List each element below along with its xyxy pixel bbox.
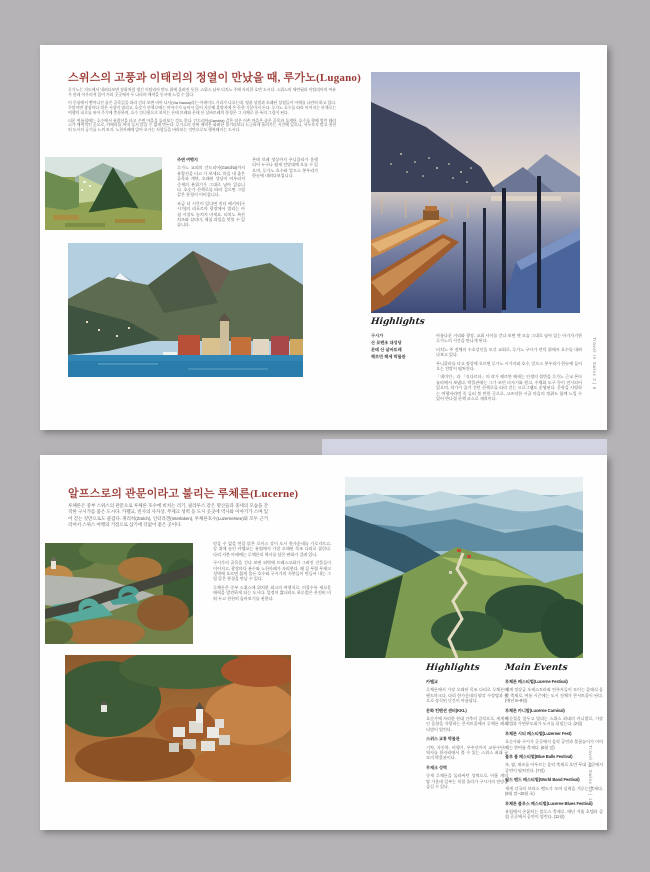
event-item-label: 루체른 카니발(Lucerne Carnival) xyxy=(505,707,565,713)
event-item-text: 사순절을 앞두고 열리는 스위스 최대의 카니발로, 가장행렬과 가면무도회가 도시를 뒤덮는다. (2월) xyxy=(505,716,603,727)
photo-autumn-village xyxy=(65,655,291,782)
event-item xyxy=(505,679,603,704)
event-item-text: 세계 각국의 브라스 밴드가 모여 실력을 겨루는 축제다. (9월 말~10월 초) xyxy=(505,785,603,797)
lugano-intro-text xyxy=(68,88,336,136)
highlight-item xyxy=(426,679,508,704)
highlight-item-text: 기차, 자동차, 비행기, 우주선까지 교통수단의 역사를 한자리에서 볼 수 있는 스위스 최대 규모의 박물관이다. xyxy=(426,744,508,761)
page-lucerne xyxy=(40,455,607,830)
event-item-label: 루체른 블루스 페스티벌(Lucerne Blues Festival) xyxy=(505,800,593,806)
highlight-item-text: 호숫가에 자리한 현대 건축의 걸작으로, 세계적인 음향을 자랑하는 콘서트홀에서 루체른 페스티벌이 열린다. xyxy=(426,716,508,732)
page-lugano xyxy=(40,45,607,430)
event-item-text: 록, 팝, 재즈를 아우르는 음악 축제로 호반 무대 곳곳에서 공연이 펼쳐진다. (7월) xyxy=(505,762,603,773)
photo-lugano-lakefront xyxy=(68,243,303,377)
highlight-item-label: 문화 컨벤션 센터(KKL) xyxy=(426,707,467,713)
sidenote-paragraph: 조금 더 시간이 있다면 치타 베키아(구시가)의 리포르마 광장에서 열리는 아침 시장도 놓치지 마세요. 티치노 특산 치즈와 살라미, 제철 과일을 맛볼 수 있습니다. xyxy=(177,200,245,228)
event-item-text: 세계 정상급 오케스트라와 연주자들이 모이는 클래식 음악 축제로, 여름 시즌에는 도시 전체가 콘서트홀이 된다. (매년 8~9월) xyxy=(505,687,603,704)
chapter-band xyxy=(322,439,607,455)
highlight-item-label: 카펠교 xyxy=(426,679,438,684)
event-item xyxy=(505,708,603,727)
sidenote-heading: 주변 여행지 xyxy=(177,157,198,162)
photo-lake-dusk xyxy=(371,72,580,313)
intro-paragraph: 이 중심에서 뻗어나간 좁은 골목길을 따라 걷다 보면 비아 나사(Via Nassa)라는 아케이드 거리가 나오는데, 명품 상점과 오래된 상점들이 어깨를 나란히 하고 있다. 주말이면 광장마다 작은 시장이 열리고, 호숫가 산책로에는 야자수가 늘어서 있어 지중해 휴양지에 온 듯한 기분마저 든다. 루가노 호수를 따라 이어지는 산책로는 여행의 피로를 씻어 주기에 충분하며, 호수 건너편으로 보이는 몬테 브레와 몬테 산 살바토레의 풍경은 그 자체로 한 폭의 그림이 된다. xyxy=(68,99,336,115)
photo-stone-bridge xyxy=(45,543,193,644)
lucerne-events-heading: Main Events xyxy=(504,663,569,673)
page-marker-top: Travel In Swiss 2 | 6 xyxy=(592,337,597,390)
sidenote-paragraph: 몬테 브레 정상까지 푸니쿨라가 운행되어 누구나 쉽게 전망대에 오를 수 있으며, 루가노 호수와 알프스 봉우리가 한눈에 내려다보입니다. xyxy=(252,157,318,179)
lugano-highlights-heading: Highlights xyxy=(370,317,426,327)
event-item-label: 블루 볼 페스티벌(Blue Balls Festival) xyxy=(505,754,573,760)
intro-paragraph: 루가노는 지도에서 내려다보면 장화처럼 생긴 이탈리아 반도 위에 올려진 듯한, 스위스 남부 티치노 주에 자리한 호반 도시다. 스위스의 세련됨과 이탈리아의 여유가 한데 어우러져 있어 거리 곳곳에서 두 나라의 매력을 동시에 느낄 수 있다. xyxy=(68,87,336,97)
lugano-sidenote-col1 xyxy=(177,157,245,231)
highlight-label: 구시가 xyxy=(371,333,384,338)
highlight-paragraph: 「데미안」과 「싯다르타」의 작가 헤르만 헤세는 인생의 절반을 루가노 근교 몬타뇰라에서 보냈다. 박물관에는 그가 쓰던 타자기와 원고, 수채화 도구 등이 전시되어 있으며, 작가가 즐겨 걷던 산책로를 따라 걷는 프로그램도 운영된다. 문학을 사랑하는 여행자라면 꼭 들러 볼 만한 곳으로, 고즈넉한 시골 마을의 정취도 함께 느낄 수 있어 반나절 산책 코스로 제격이다. xyxy=(436,374,582,402)
event-item-label: 루체른 시티 페스티벌(Luzerner Fest) xyxy=(505,730,572,736)
highlight-paragraph: 아름다운 거리와 광장, 교회 사이를 걷다 보면 옛 모습 그대로 남아 있는 아기자기한 루가노의 시간을 만나게 된다. xyxy=(436,333,582,344)
event-item-text: 유럽에서 손꼽히는 블루스 축제로, 매년 겨울 호텔과 클럽 곳곳에서 공연이 열린다. (11월) xyxy=(505,808,603,820)
highlight-paragraph: 푸니쿨라를 타고 정상에 오르면 루가노 시가지와 호수, 알프스 봉우리가 한눈에 들어오는 전망이 펼쳐진다. xyxy=(436,360,582,372)
event-item-label: 루체른 페스티벌(Lucerne Festival) xyxy=(505,679,568,684)
lucerne-intro-text: 루체른은 중부 스위스의 관문으로 루체른 호수에 비치는 리기, 필라투스 같은 명산들과 중세의 모습을 간직한 구시가를 품은 도시다. 카펠교, 빈사의 사자상, 무제크 성벽 등 도시 곳곳에 역사와 이야기가 스며 있어 걷는 것만으로도 즐겁다. 취리히(Zürich), 인터라켄(Interlaken), 루체른호수(Luzernersee)와 모두 근거리여서 스위스 여행의 거점으로 삼기에 더없이 좋은 곳이다. xyxy=(68,503,268,527)
column-paragraph: 루체른은 중부 스위스에 위치한 최고의 여행지로, 머물수록 새로운 매력을 발견하게 되는 도시다. 일정이 짧더라도 하루쯤은 온전히 비워 두고 천천히 돌아보기를 권한다. xyxy=(213,584,331,601)
intro-paragraph: 더운 여름철에는 호수에서 유람선을 타고 주변 마을을 둘러보는 것도 좋다. 간드리아(Gandria) 같은 작은 어촌 마을은 좁은 골목과 돌계단, 호수를 향해 열린 테라스가 매력적인 곳으로, 카메라를 꺼내 들지 않을 수 없게 만든다. 루가노의 진짜 매력은 화려한 볼거리보다 느긋하게 흘러가는 시간에 있으니, 서두르지 말고 천천히 도시의 공기를 느껴 보자. 노천카페에 앉아 오가는 사람들을 바라보는 것만으로도 행복해지는 도시다. xyxy=(68,117,336,133)
lugano-highlights-labels xyxy=(371,332,431,360)
lugano-highlights-text xyxy=(436,333,582,404)
lucerne-highlights-heading: Highlights xyxy=(425,663,481,673)
highlight-item-label: 스위스 교통 박물관 xyxy=(426,736,460,742)
event-item-label: 월드 밴드 페스티벌(World Band Festival) xyxy=(505,777,580,783)
highlight-paragraph: 티치노 주 전체의 수호성인을 모신 교회로, 루가노 구시가 언덕 위에서 호수를 내려다보고 있다. xyxy=(436,346,582,358)
sidenote-paragraph: 루가노 교외의 간드리아(Gandria)까지 유람선을 타고 가 보세요. 마을 내 좁은 골목과 계단, 오래된 성당이 어우러져 중세의 분위기가 그대로 남아 있습니다. 호숫가 산책로를 따라 걸으면 그림 같은 풍경이 이어집니다. xyxy=(177,165,245,198)
lucerne-highlights-list xyxy=(426,679,508,794)
highlight-item xyxy=(426,736,508,761)
page-title-lugano: 스위스의 고풍과 이태리의 정열이 만났을 때, 루가노(Lugano) xyxy=(68,72,361,84)
highlight-item-text: 루체른에서 가장 오래된 목조 다리로 루체른의 랜드마크다. 다리 한가운데의 팔각 수상탑과 꽃으로 장식된 난간이 아름답다. xyxy=(426,687,508,704)
highlight-label: 헤르만 헤세 박물관 xyxy=(371,354,406,359)
photo-mountain-ridge xyxy=(345,477,583,658)
column-paragraph: 구시가의 골목을 걷다 보면 외벽에 프레스코화가 그려진 건물들이 이어지고, 광장마다 분수와 노천카페가 자리한다. 해 질 무렵 무제크 성벽에 오르면 붉게 물든 호수와 구시가의 지붕들이 만들어 내는 그림 같은 풍경을 만날 수 있다. xyxy=(213,560,331,582)
photo-alpine-valley xyxy=(45,157,162,230)
highlight-label: 산 로렌조 대성당 xyxy=(371,340,402,345)
highlight-item xyxy=(426,708,508,733)
highlight-label: 몬테 산 살바토레 xyxy=(371,347,402,352)
page-title-lucerne: 알프스로의 관문이라고 불리는 루체른(Lucerne) xyxy=(68,488,299,500)
highlight-item xyxy=(426,765,508,790)
lugano-sidenote-col2 xyxy=(252,157,318,182)
highlight-item-label: 무제크 성벽 xyxy=(426,764,447,770)
page-marker-bottom: Travel In Swiss 13 | 16 xyxy=(588,745,593,805)
lucerne-column-text xyxy=(213,541,331,604)
column-paragraph: 믿을 수 없을 만큼 맑은 로이스 강이 도시 한가운데를 가로지르고, 강 위에 놓인 카펠교는 유럽에서 가장 오래된 목조 다리로 꼽힌다. 다리 지붕 아래에는 루체른의 역사를 담은 판화가 걸려 있다. xyxy=(213,541,331,557)
highlight-item-text: 중세 루체른을 둘러싸던 성벽으로, 아홉 개의 탑 가운데 일부는 직접 올라가 구시가의 전망을 즐길 수 있다. xyxy=(426,773,508,790)
event-item-text: 호숫가와 구시가 곳곳에서 음악 공연과 불꽃놀이가 이어지는 한여름 축제다. (6월 말) xyxy=(505,739,603,750)
